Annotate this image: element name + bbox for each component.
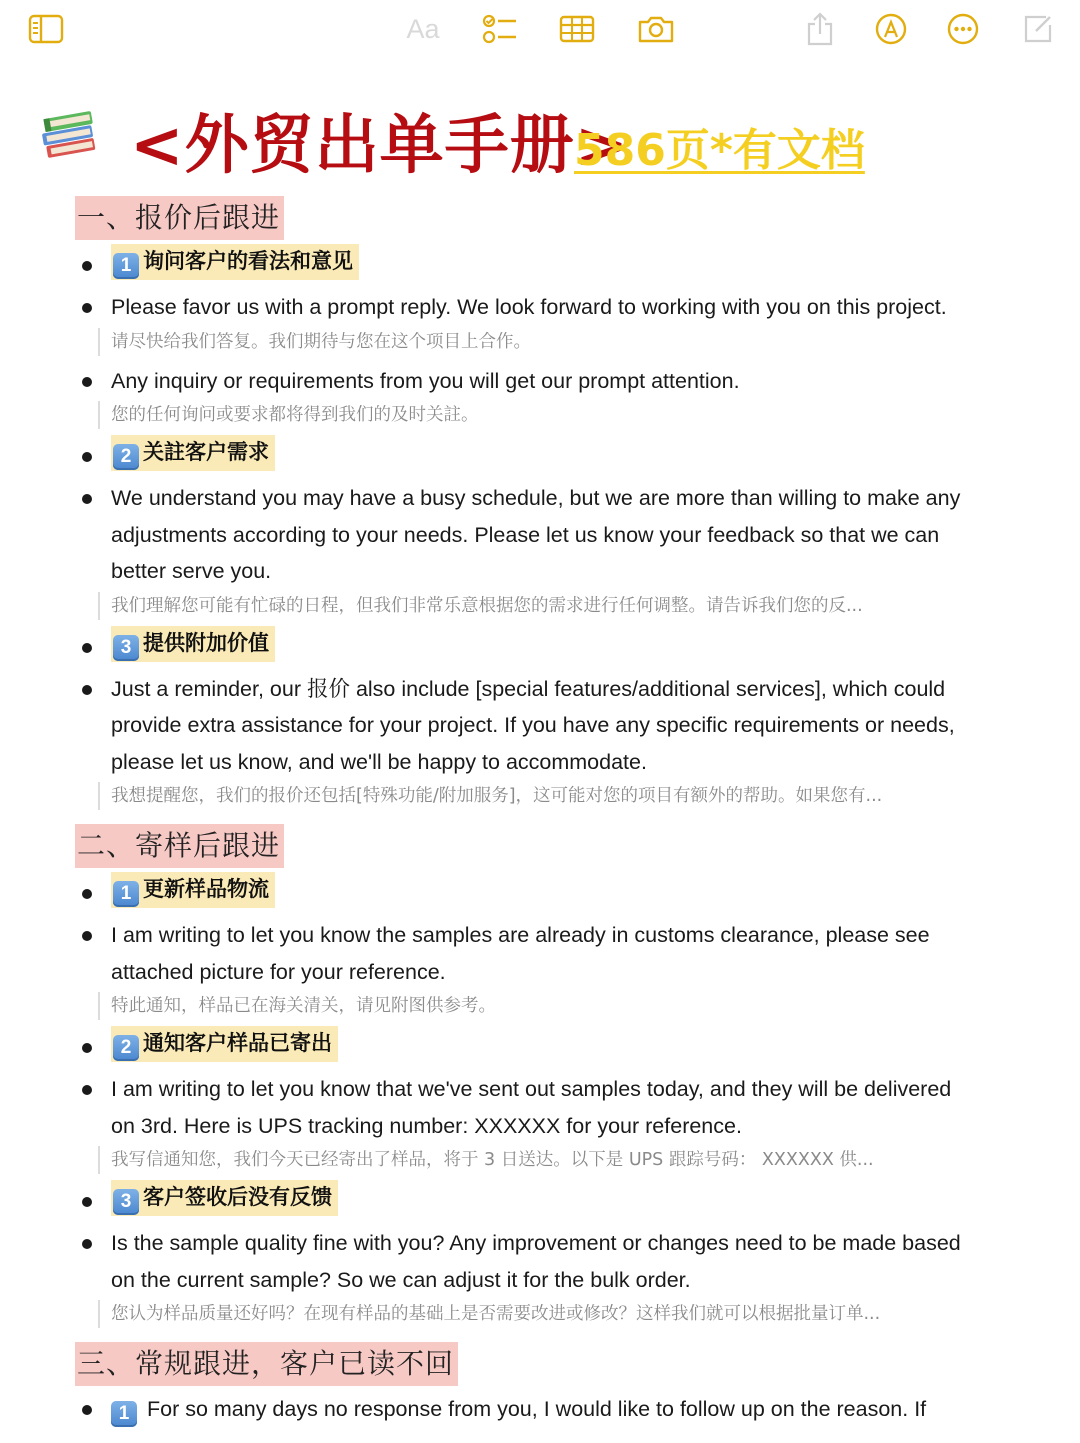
chinese-translation: 我写信通知您，我们今天已经寄出了样品，将于 3 日送达。以下是 UPS 跟踪号码： XXXXXX 供... <box>98 1146 991 1174</box>
format-button[interactable]: Aa <box>406 13 440 44</box>
sidebar-icon[interactable] <box>26 10 66 48</box>
english-sentence: Any inquiry or requirements from you will get our prompt attention. <box>111 368 740 393</box>
list-item <box>0 872 981 916</box>
keycap-number: 3 <box>113 1189 139 1215</box>
bullet <box>82 931 92 941</box>
list-item <box>0 435 981 479</box>
bullet <box>82 1197 92 1207</box>
list-item <box>0 362 981 400</box>
bullet <box>82 1405 92 1415</box>
subsection-label: 3 提供附加价值 <box>111 626 275 662</box>
bullet <box>82 1085 92 1095</box>
keycap-number: 2 <box>113 1035 139 1061</box>
subsection-label: 1 询问客户的看法和意见 <box>111 244 359 280</box>
subsection-label: 2 通知客户样品已寄出 <box>111 1026 338 1062</box>
section-1 <box>0 196 1080 244</box>
note-title: <外贸出单手册> <box>130 109 630 183</box>
english-sentence: Is the sample quality fine with you? Any improvement or changes need to be made based on the current sample? So we can adjust it for the bulk order. <box>111 1231 961 1292</box>
bullet <box>82 685 92 695</box>
section-heading: 二、寄样后跟进 <box>75 824 284 868</box>
chinese-translation: 我们理解您可能有忙碌的日程，但我们非常乐意根据您的需求进行任何调整。请告诉我们您的反... <box>98 592 991 620</box>
subsection-label: 2 关註客户需求 <box>111 435 275 471</box>
keycap-number: 1 <box>113 253 139 279</box>
bullet <box>82 452 92 462</box>
note-body <box>0 196 1080 1428</box>
compose-icon[interactable] <box>1020 10 1056 48</box>
list-item <box>0 479 981 590</box>
chinese-translation: 您认为样品质量还好吗？在现有样品的基础上是否需要改进或修改？这样我们就可以根据批量订单... <box>98 1300 991 1328</box>
table-icon[interactable] <box>557 10 597 48</box>
chinese-translation: 您的任何询问或要求都将得到我们的及时关註。 <box>98 401 991 429</box>
list-item <box>0 916 981 990</box>
list-item <box>0 1224 981 1298</box>
list-item <box>0 1070 981 1144</box>
note-subtitle: 586页*有文档 <box>574 125 865 176</box>
bullet <box>82 494 92 504</box>
bullet <box>82 377 92 387</box>
english-sentence: Please favor us with a prompt reply. We look forward to working with you on this project. <box>111 295 947 319</box>
list-item <box>0 244 981 288</box>
bullet <box>82 1239 92 1249</box>
english-sentence: I am writing to let you know that we've sent out samples today, and they will be delivered on 3rd. Here is UPS tracking number: XXXXXX for your reference. <box>111 1077 952 1138</box>
subsection-label: 3 客户签收后没有反馈 <box>111 1180 338 1216</box>
english-sentence: Just a reminder, our 报价 also include [special features/additional services], which could provide extra assistance for your project. If you have any specific requirements or needs, please let us know, and we'll be happy to accommodate. <box>111 676 955 774</box>
checklist-icon[interactable] <box>480 10 520 48</box>
notes-toolbar <box>0 0 1080 60</box>
english-sentence: I am writing to let you know the samples are already in customs clearance, please see attached picture for your reference. <box>111 923 930 984</box>
list-item <box>0 670 981 781</box>
list-item <box>0 626 981 670</box>
keycap-number: 1 <box>113 881 139 907</box>
camera-icon[interactable] <box>636 10 676 48</box>
keycap-number: 3 <box>113 635 139 661</box>
bullet <box>82 303 92 313</box>
list-item <box>0 288 981 326</box>
list-item <box>0 1390 1011 1428</box>
markup-pen-icon[interactable] <box>872 10 910 48</box>
list-item <box>0 1026 981 1070</box>
section-heading: 三、常规跟进，客户已读不回 <box>75 1342 458 1386</box>
chinese-translation: 请尽快给我们答复。我们期待与您在这个项目上合作。 <box>98 328 991 356</box>
list-item <box>0 1180 981 1224</box>
section-2 <box>0 824 1080 872</box>
keycap-number: 1 <box>111 1401 137 1427</box>
chinese-translation: 我想提醒您，我们的报价还包括[特殊功能/附加服务]，这可能对您的项目有额外的帮助。如果您有... <box>98 782 991 810</box>
bullet <box>82 643 92 653</box>
bullet <box>82 889 92 899</box>
bullet <box>82 1043 92 1053</box>
english-sentence: For so many days no response from you, I would like to follow up on the reason. If <box>146 1397 927 1421</box>
chinese-translation: 特此通知，样品已在海关清关，请见附图供参考。 <box>98 992 991 1020</box>
english-sentence: We understand you may have a busy schedule, but we are more than willing to make any adjustments according to your needs. Please let us know your feedback so that we can better serve you. <box>111 486 961 583</box>
section-heading: 一、报价后跟进 <box>75 196 284 240</box>
subsection-label: 1 更新样品物流 <box>111 872 275 908</box>
bullet <box>82 261 92 271</box>
more-icon[interactable] <box>944 10 982 48</box>
books-icon <box>38 102 100 162</box>
keycap-number: 2 <box>113 444 139 470</box>
share-icon[interactable] <box>804 10 836 48</box>
note-title-row <box>34 96 1054 183</box>
section-3 <box>0 1342 1080 1390</box>
